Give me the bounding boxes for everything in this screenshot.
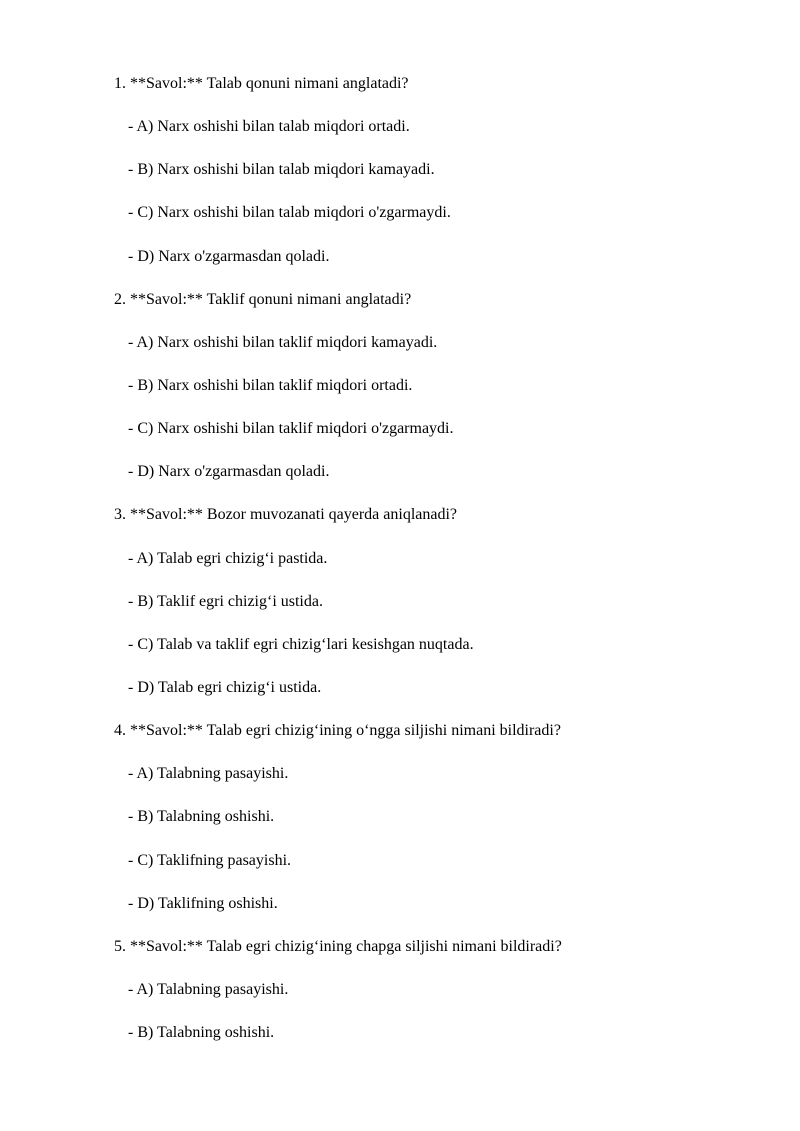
question-2-option-a: - A) Narx oshishi bilan taklif miqdori kamayadi. <box>128 333 438 351</box>
question-2-text: 2. **Savol:** Taklif qonuni nimani anglatadi? <box>114 290 412 308</box>
question-3-option-b: - B) Taklif egri chizig‘i ustida. <box>128 592 323 610</box>
question-5-option-b: - B) Talabning oshishi. <box>128 1024 275 1042</box>
question-5-option-a: - A) Talabning pasayishi. <box>128 980 289 998</box>
question-2-option-d: - D) Narx o'zgarmasdan qoladi. <box>128 463 330 481</box>
question-3-option-c: - C) Talab va taklif egri chizig‘lari kesishgan nuqtada. <box>128 635 474 653</box>
question-1-option-c: - C) Narx oshishi bilan talab miqdori o'zgarmaydi. <box>128 204 451 222</box>
question-3-option-d: - D) Talab egri chizig‘i ustida. <box>128 678 322 696</box>
question-4-option-b: - B) Talabning oshishi. <box>128 808 275 826</box>
question-4-option-c: - C) Taklifning pasayishi. <box>128 851 292 869</box>
question-4-option-a: - A) Talabning pasayishi. <box>128 765 289 783</box>
question-3-option-a: - A) Talab egri chizig‘i pastida. <box>128 549 328 567</box>
question-3-text: 3. **Savol:** Bozor muvozanati qayerda aniqlanadi? <box>114 506 458 524</box>
question-1-option-a: - A) Narx oshishi bilan talab miqdori ortadi. <box>128 118 410 136</box>
question-1-text: 1. **Savol:** Talab qonuni nimani anglatadi? <box>114 75 409 92</box>
question-1-option-b: - B) Narx oshishi bilan talab miqdori kamayadi. <box>128 161 435 179</box>
question-4-option-d: - D) Taklifning oshishi. <box>128 894 278 912</box>
question-1-option-d: - D) Narx o'zgarmasdan qoladi. <box>128 247 330 265</box>
question-5-text: 5. **Savol:** Talab egri chizig‘ining chapga siljishi nimani bildiradi? <box>114 937 562 955</box>
question-2-option-b: - B) Narx oshishi bilan taklif miqdori ortadi. <box>128 376 413 394</box>
question-4-text: 4. **Savol:** Talab egri chizig‘ining o‘ngga siljishi nimani bildiradi? <box>114 722 561 740</box>
question-2-option-c: - C) Narx oshishi bilan taklif miqdori o'zgarmaydi. <box>128 420 454 438</box>
document-body <box>114 75 734 1067</box>
